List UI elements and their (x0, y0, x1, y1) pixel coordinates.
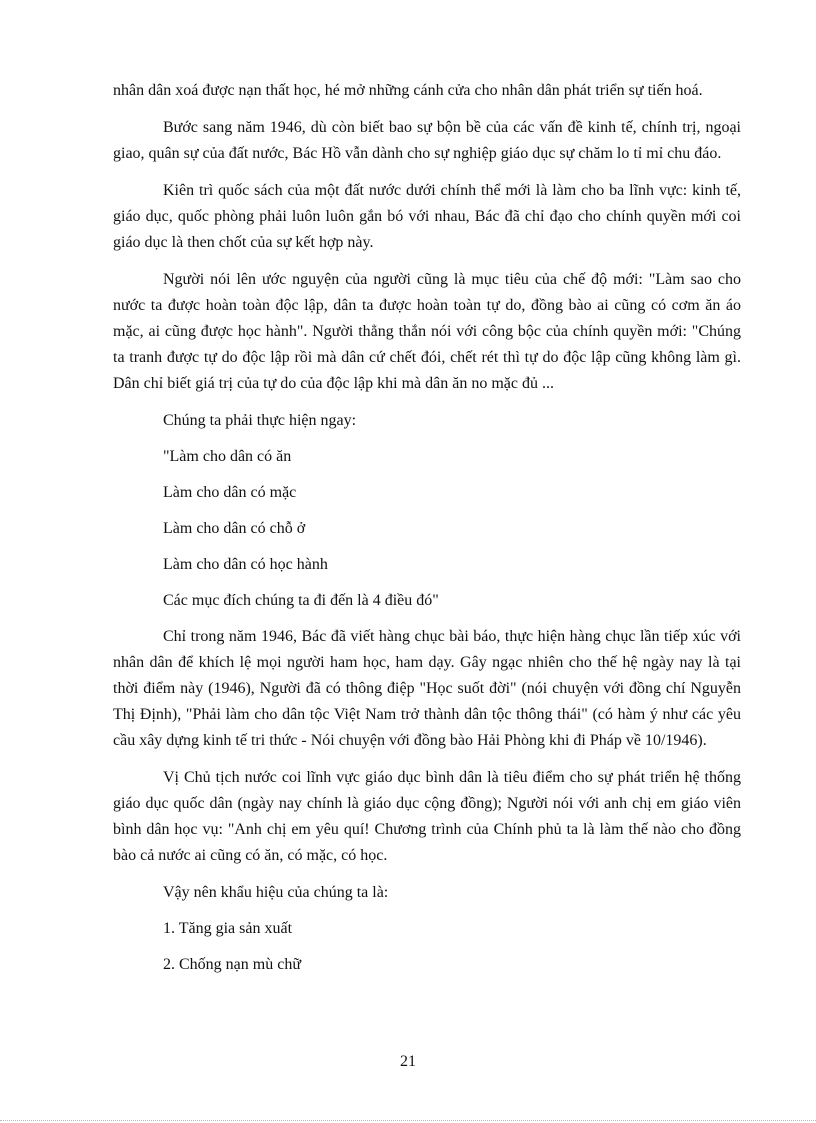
list-line: Chúng ta phải thực hiện ngay: (163, 412, 357, 429)
document-page (113, 78, 741, 988)
list-line: Vậy nên khẩu hiệu của chúng ta là: (163, 884, 389, 901)
list-line: Làm cho dân có chỗ ở (163, 520, 306, 537)
list-line: "Làm cho dân có ăn (163, 448, 292, 465)
paragraph-3: Kiên trì quốc sách của một đất nước dưới chính thể mới là làm cho ba lĩnh vực: kinh tế, giáo dục, quốc phòng phải luôn luôn gắn bó với nhau, Bác đã chỉ đạo cho chính quyền mới coi giáo dục là then chốt của sự kết hợp này. (113, 182, 741, 251)
paragraph-4: Người nói lên ước nguyện của người cũng là mục tiêu của chế độ mới: "Làm sao cho nước ta được hoàn toàn độc lập, dân ta được hoàn toàn tự do, đồng bào ai cũng có cơm ăn áo mặc, ai cũng được học hành". Người thẳng thắn nói với công bộc của chính quyền mới: "Chúng ta tranh được tự do độc lập rồi mà dân cứ chết đói, chết rét thì tự do độc lập cũng không làm gì. Dân chỉ biết giá trị của tự do của độc lập khi mà dân ăn no mặc đủ ... (113, 271, 741, 392)
slogan-list (113, 880, 741, 978)
list-line: 2. Chống nạn mù chữ (163, 956, 301, 973)
quote-list (113, 408, 741, 614)
page-bottom-divider (0, 1120, 816, 1121)
page-number: 21 (400, 1053, 416, 1070)
list-line: Làm cho dân có học hành (163, 556, 328, 573)
paragraph-6: Vị Chủ tịch nước coi lĩnh vực giáo dục bình dân là tiêu điểm cho sự phát triển hệ thống giáo dục quốc dân (ngày nay chính là giáo dục cộng đồng); Người nói với anh chị em giáo viên bình dân học vụ: "Anh chị em yêu quí! Chương trình của Chính phủ ta là làm thế nào cho đồng bào cả nước ai cũng có ăn, có mặc, có học. (113, 769, 741, 864)
list-line: 1. Tăng gia sản xuất (163, 920, 293, 937)
paragraph-1: nhân dân xoá được nạn thất học, hé mở những cánh cửa cho nhân dân phát triển sự tiến hoá. (113, 82, 703, 99)
paragraph-5: Chỉ trong năm 1946, Bác đã viết hàng chục bài báo, thực hiện hàng chục lần tiếp xúc với nhân dân để khích lệ mọi người ham học, ham dạy. Gây ngạc nhiên cho thế hệ ngày nay là tại thời điểm này (1946), Người đã có thông điệp "Học suốt đời" (nói chuyện với đồng chí Nguyễn Thị Định), "Phải làm cho dân tộc Việt Nam trở thành dân tộc thông thái" (có hàm ý như các yêu cầu xây dựng kinh tế tri thức - Nói chuyện với đồng bào Hải Phòng khi đi Pháp về 10/1946). (113, 628, 741, 749)
list-line: Các mục đích chúng ta đi đến là 4 điều đó" (163, 592, 439, 609)
paragraph-2: Bước sang năm 1946, dù còn biết bao sự bộn bề của các vấn đề kinh tế, chính trị, ngoại giao, quân sự của đất nước, Bác Hồ vẫn dành cho sự nghiệp giáo dục sự chăm lo tỉ mỉ chu đáo. (113, 119, 741, 162)
list-line: Làm cho dân có mặc (163, 484, 297, 501)
